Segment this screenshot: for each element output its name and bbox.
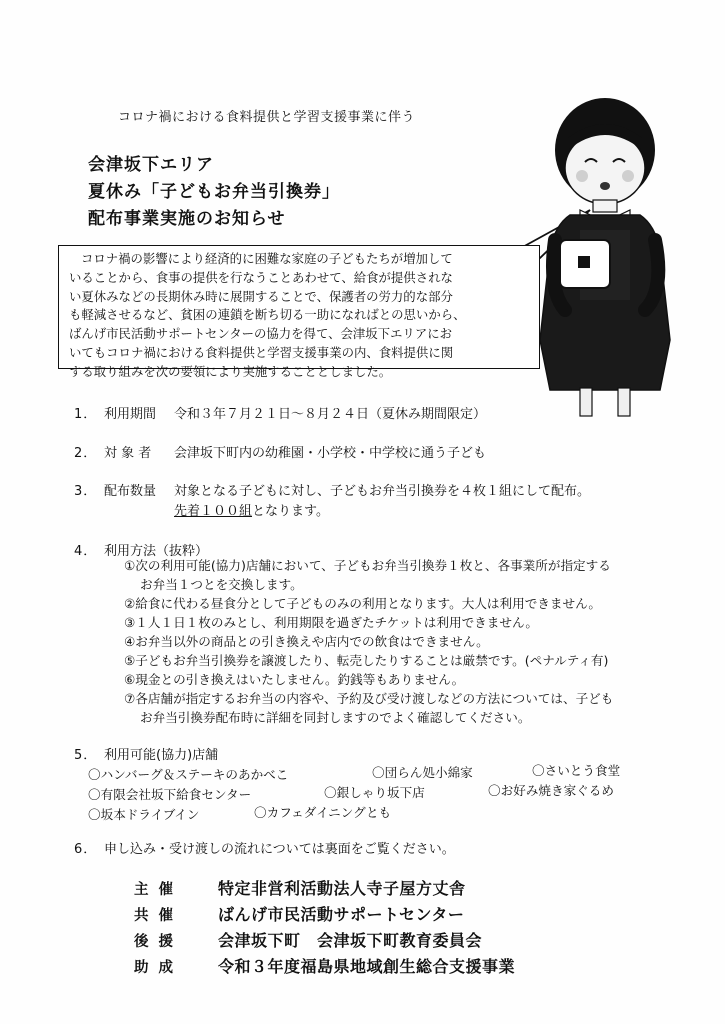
shops-number: 5． bbox=[74, 748, 98, 763]
grant-role: 助成 bbox=[134, 960, 183, 976]
usage-rule-5: ⑤子どもお弁当引換券を譲渡したり、転売したりすることは厳禁です。(ペナルティ有) bbox=[124, 653, 609, 668]
title-line-2: 夏休み「子どもお弁当引換券」 bbox=[88, 182, 340, 202]
supporter-name: 会津坂下町 会津坂下町教育委員会 bbox=[218, 931, 483, 950]
title-line-1: 会津坂下エリア bbox=[88, 155, 214, 175]
shop-item: 〇坂本ドライブイン bbox=[88, 807, 200, 822]
usage-rule-3: ③１人１日１枚のみとし、利用期限を過ぎたチケットは利用できません。 bbox=[124, 615, 538, 630]
intro-line: も軽減させるなど、貧困の連鎖を断ち切る一助になればとの思いから、 bbox=[69, 307, 466, 323]
shop-item: 〇ハンバーグ＆ステーキのあかべこ bbox=[88, 767, 289, 782]
intro-line: いてもコロナ禍における食料提供と学習支援事業の内、食料提供に関 bbox=[69, 344, 454, 360]
shop-item: 〇カフェダイニングとも bbox=[254, 805, 392, 820]
shop-item: 〇有限会社坂下給食センター bbox=[88, 787, 252, 802]
quantity-note-rest: となります。 bbox=[252, 504, 329, 519]
usage-rule-7: ⑦各店舗が指定するお弁当の内容や、予約及び受け渡しなどの方法については、子ども bbox=[124, 691, 614, 706]
shop-item: 〇さいとう食堂 bbox=[532, 763, 621, 778]
usage-rule-1-cont: お弁当１つとを交換します。 bbox=[140, 577, 303, 592]
shop-item: 〇お好み焼き家ぐるめ bbox=[488, 783, 614, 798]
flow-number: 6． bbox=[74, 842, 98, 857]
organizer-name: 特定非営利活動法人寺子屋方丈舎 bbox=[218, 879, 466, 898]
usage-rule-4: ④お弁当以外の商品との引き換えや店内での飲食はできません。 bbox=[124, 634, 489, 649]
quantity-number: 3． bbox=[74, 484, 98, 499]
shop-item: 〇団らん処小綿家 bbox=[372, 765, 473, 780]
usage-rule-7-cont: お弁当引換券配布時に詳細を同封しますのでよく確認してください。 bbox=[140, 710, 531, 725]
co-organizer-name: ばんげ市民活動サポートセンター bbox=[218, 905, 465, 924]
target-number: 2． bbox=[74, 446, 98, 461]
shop-item: 〇銀しゃり坂下店 bbox=[324, 785, 425, 800]
intro-line: ばんげ市民活動サポートセンターの協力を得て、会津坂下エリアにお bbox=[69, 326, 452, 342]
grant-name: 令和３年度福島県地域創生総合支援事業 bbox=[218, 957, 516, 976]
co-organizer-role: 共催 bbox=[134, 908, 183, 924]
usage-label: 利用方法（抜粋） bbox=[104, 544, 209, 559]
intro-line: いることから、食事の提供を行なうことあわせて、給食が提供されな bbox=[69, 269, 453, 285]
period-number: 1． bbox=[74, 407, 98, 422]
target-text: 会津坂下町内の幼稚園・小学校・中学校に通う子ども bbox=[174, 446, 487, 461]
intro-line: い夏休みなどの長期休み時に展開することで、保護者の労力的な部分 bbox=[69, 288, 453, 304]
supporter-role: 後援 bbox=[134, 934, 183, 950]
usage-rule-6: ⑥現金との引き換えはいたしません。釣銭等もありません。 bbox=[124, 672, 465, 687]
period-text: 令和３年７月２１日～８月２４日（夏休み期間限定） bbox=[174, 407, 487, 422]
quantity-label: 配布数量 bbox=[104, 484, 157, 499]
title-line-3: 配布事業実施のお知らせ bbox=[88, 209, 286, 229]
intro-line: コロナ禍の影響により経済的に困難な家庭の子どもたちが増加して bbox=[81, 251, 453, 266]
first-come-limit: 先着１００組 bbox=[174, 504, 253, 519]
shops-label: 利用可能(協力)店舗 bbox=[104, 748, 219, 763]
period-label: 利用期間 bbox=[104, 407, 157, 422]
usage-number: 4． bbox=[74, 544, 98, 559]
intro-line: する取り組みを次の要領により実施することとしました。 bbox=[69, 363, 392, 379]
quantity-text: 対象となる子どもに対し、子どもお弁当引換券を４枚１組にして配布。 bbox=[174, 484, 591, 499]
usage-rule-2: ②給食に代わる昼食分として子どものみの利用となります。大人は利用できません。 bbox=[124, 596, 602, 611]
organizer-role: 主催 bbox=[134, 882, 183, 898]
event-subtitle: コロナ禍における食料提供と学習支援事業に伴う bbox=[118, 110, 416, 125]
usage-rule-1: ①次の利用可能(協力)店舗において、子どもお弁当引換券１枚と、各事業所が指定する bbox=[124, 558, 611, 573]
target-label: 対 象 者 bbox=[104, 446, 152, 461]
intro-box bbox=[58, 245, 540, 379]
quantity-note bbox=[174, 500, 329, 519]
flow-text: 申し込み・受け渡しの流れについては裏面をご覧ください。 bbox=[104, 842, 455, 857]
